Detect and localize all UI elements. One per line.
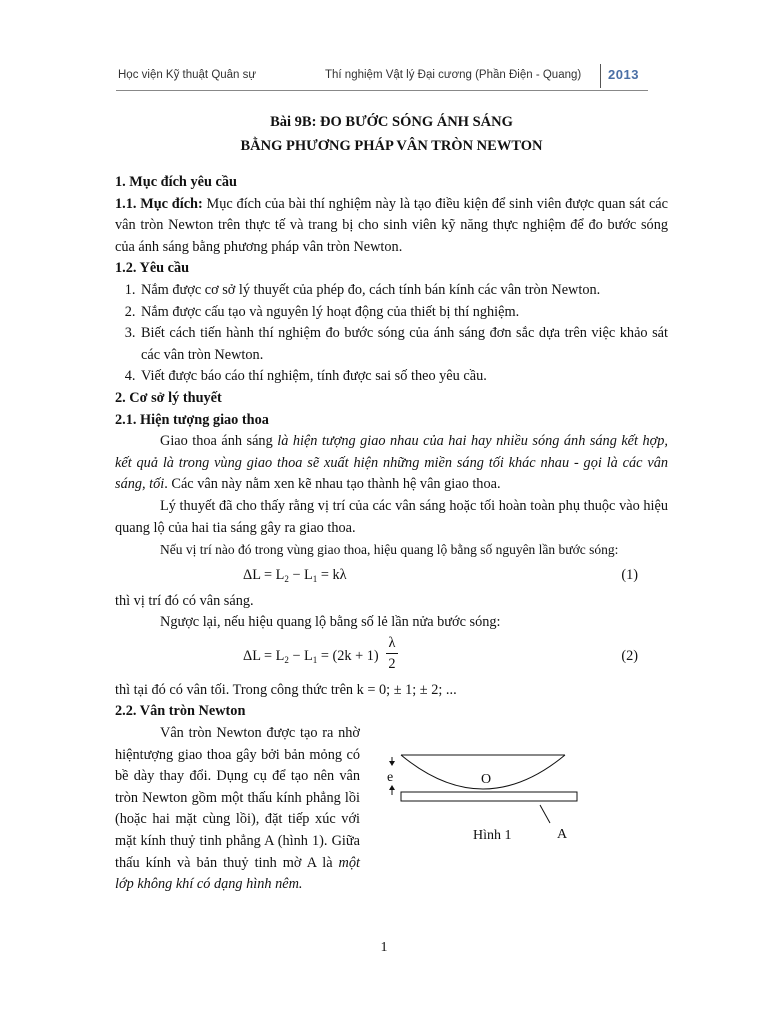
- text-run: Vân tròn Newton được tạo ra nhờ hiệntượng giao thoa gây bởi bản mỏng có bề dày thay đổi. Dụng cụ để tạo nên vân tròn Newton gồm một thấu kính phẳng lồi (hoặc hai mặt cùng lồi), đặt tiếp xúc với mặt kính thuỷ tinh phẳng A (hình 1). Giữa thấu kính và bản thuỷ tinh mờ A là: [115, 725, 360, 871]
- eq-part: − L: [288, 566, 313, 583]
- list-item: 3. Biết cách tiến hành thí nghiệm đo bước sóng của ánh sáng đơn sắc dựa trên việc khảo sát các vân tròn Newton.: [139, 323, 668, 366]
- eq-part: ΔL = L: [243, 566, 285, 583]
- section-2-heading: 2. Cơ sở lý thuyết: [115, 389, 222, 406]
- dark-result: thì tại đó có vân tối. Trong công thức trên k = 0; ± 1; ± 2; ...: [115, 681, 457, 698]
- bright-result: thì vị trí đó có vân sáng.: [115, 592, 254, 609]
- section-1-heading: 1. Mục đích yêu cầu: [115, 174, 237, 190]
- figure-1: [385, 743, 585, 873]
- purpose-text: Mục đích của bài thí nghiệm này là tạo điều kiện để sinh viên được quan sát các vân tròn Newton trên thực tế và trang bị cho sinh viên kỹ năng thực nghiệm để đo bước sóng của ánh sáng bằng phương pháp vân tròn Newton.: [115, 195, 668, 255]
- label-o: O: [481, 772, 492, 788]
- equation-1: [115, 561, 668, 591]
- equation-2-number: (2): [621, 647, 638, 664]
- interference-paragraph: [115, 431, 668, 496]
- subsection-2-1-heading: 2.1. Hiện tượng giao thoa: [115, 411, 269, 428]
- italic-run: một lớp không khí có dạng hình nêm.: [115, 854, 360, 893]
- eq-part: = kλ: [317, 566, 347, 583]
- document-body: [115, 110, 668, 896]
- eq-subscript: 2: [284, 573, 289, 584]
- eq-subscript: 1: [312, 654, 318, 665]
- header-course: Thí nghiệm Vật lý Đại cương (Phần Điện - Quang): [325, 69, 582, 81]
- eq-part: − L: [288, 647, 313, 664]
- eq-part: ΔL = L: [243, 647, 285, 664]
- equation-1-expression: [243, 565, 347, 591]
- newton-rings-section: [115, 723, 668, 896]
- page-number: 1: [380, 940, 388, 955]
- dark-condition-paragraph: Ngược lại, nếu hiệu quang lộ bằng số lẻ lần nửa bước sóng:: [160, 614, 501, 631]
- label-a: A: [557, 827, 568, 843]
- eq-subscript: 1: [312, 573, 318, 584]
- page-header: [118, 64, 648, 90]
- list-item: 4. Viết được báo cáo thí nghiệm, tính được sai số theo yêu cầu.: [139, 366, 668, 388]
- eq-subscript: 2: [284, 654, 289, 665]
- figure-caption: Hình 1: [473, 828, 512, 844]
- eq-part: = (2k + 1): [317, 647, 379, 664]
- header-year: 2013: [608, 67, 639, 82]
- title-line-1: Bài 9B: ĐO BƯỚC SÓNG ÁNH SÁNG: [270, 114, 513, 130]
- text-run: . Các vân này nằm xen kẽ nhau tạo thành hệ vân giao thoa.: [164, 476, 501, 493]
- fraction-denominator: 2: [388, 655, 396, 672]
- equation-2: [115, 634, 668, 680]
- purpose-label: 1.1. Mục đích:: [115, 195, 203, 212]
- list-item: 2. Nắm được cấu tạo và nguyên lý hoạt động của thiết bị thí nghiệm.: [139, 302, 668, 324]
- equation-1-number: (1): [621, 566, 638, 583]
- title-line-2: BẰNG PHƯƠNG PHÁP VÂN TRÒN NEWTON: [240, 138, 543, 154]
- requirements-list: [115, 280, 668, 388]
- header-rule: [116, 90, 648, 91]
- fraction-numerator: λ: [388, 634, 396, 651]
- purpose-paragraph: [115, 194, 668, 259]
- text-run: Giao thoa ánh sáng: [160, 433, 278, 450]
- newton-rings-paragraph: [115, 723, 360, 896]
- subsection-2-2-heading: 2.2. Vân tròn Newton: [115, 703, 246, 720]
- italic-run: là hiện tượng giao nhau của hai hay nhiều sóng ánh sáng kết hợp, kết quả là trong vùng giao thoa sẽ xuất hiện những miền sáng tối khác nhau - gọi là các vân sáng, tối: [115, 433, 668, 493]
- equation-2-fraction: [386, 634, 398, 673]
- bright-condition-paragraph: Nếu vị trí nào đó trong vùng giao thoa, hiệu quang lộ bằng số nguyên lần bước sóng:: [160, 542, 619, 558]
- header-divider: [600, 64, 601, 88]
- theory-paragraph: Lý thuyết đã cho thấy rằng vị trí của các vân sáng hoặc tối hoàn toàn phụ thuộc vào hiệu quang lộ của hai tia sáng gây ra giao thoa.: [115, 497, 668, 536]
- equation-2-expression: [243, 646, 379, 672]
- list-item: 1. Nắm được cơ sở lý thuyết của phép đo, cách tính bán kính các vân tròn Newton.: [139, 280, 668, 302]
- label-e: e: [387, 770, 394, 786]
- lens-plate-diagram: [385, 743, 585, 873]
- requirements-heading: 1.2. Yêu cầu: [115, 260, 190, 277]
- fraction-bar: [386, 653, 398, 654]
- header-institute: Học viện Kỹ thuật Quân sự: [118, 69, 257, 81]
